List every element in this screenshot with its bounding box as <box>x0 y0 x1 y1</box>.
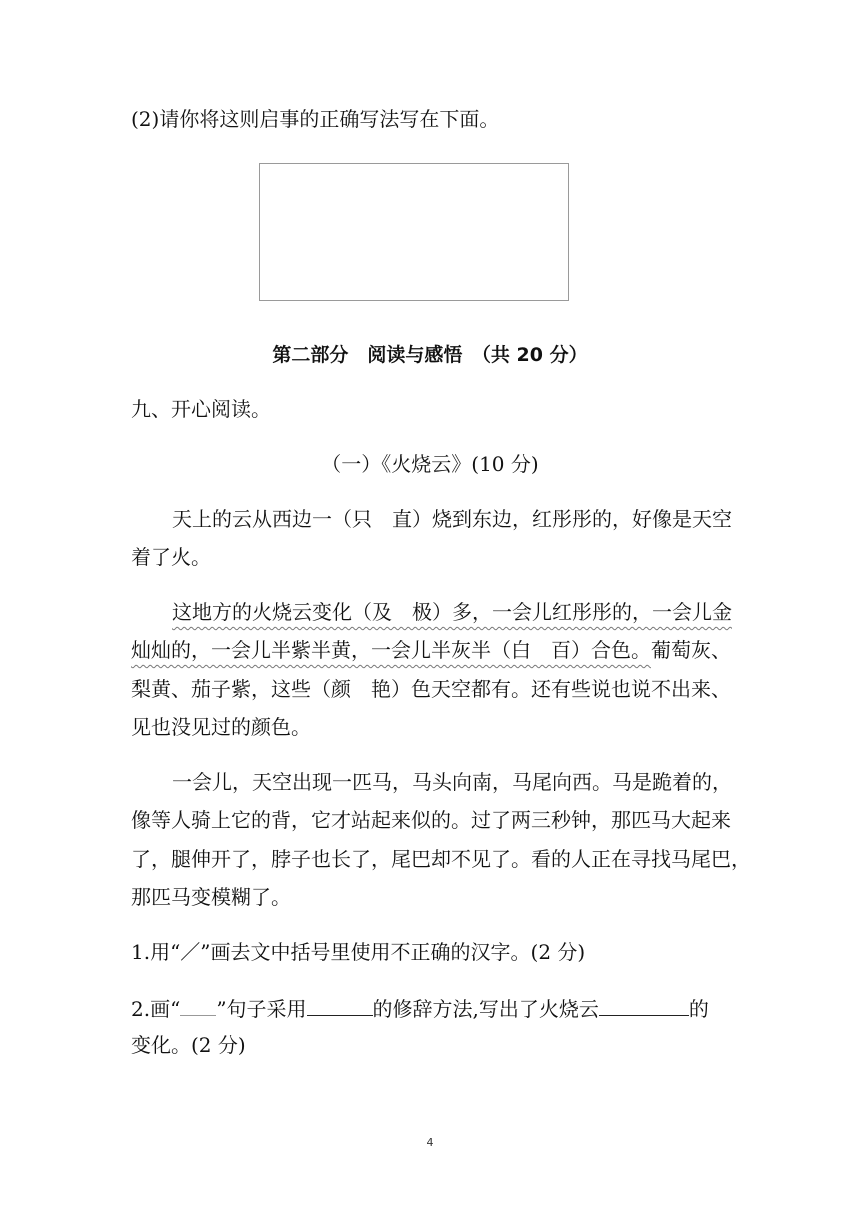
paragraph-1-line-1: 天上的云从西边一（只 直）烧到东边，红彤彤的，好像是天空 <box>172 507 732 531</box>
paragraph-3-line-3: 了，腿伸开了，脖子也长了，尾巴却不见了。看的人正在寻找马尾巴， <box>131 847 751 871</box>
page-number: 4 <box>426 1136 434 1149</box>
wavy-underlined-text: 这地方的火烧云变化（及 极）多，一会儿红彤彤的，一会儿金 <box>172 600 732 624</box>
plain-text: 葡萄灰、 <box>651 638 731 662</box>
q2-text-part3: 的修辞方法,写出了火烧云 <box>372 997 599 1021</box>
section-title: 第二部分 阅读与感悟 （共 20 分） <box>272 344 588 366</box>
answer-box[interactable] <box>259 163 569 301</box>
paragraph-2-line-3: 梨黄、茄子紫，这些（颜 艳）色天空都有。还有些说也说不出来、 <box>131 677 731 701</box>
answer-blank-rhetoric[interactable] <box>307 995 373 1016</box>
paragraph-2-line-2 <box>131 638 731 662</box>
passage-title: （一）《火烧云》(10 分) <box>321 452 539 476</box>
quote-blank <box>180 995 216 1016</box>
paragraph-3-line-2: 像等人骑上它的背，它才站起来似的。过了两三秒钟，那匹马大起来 <box>131 808 731 832</box>
question-2-line-2: 变化。(2 分) <box>131 1033 246 1057</box>
question-9-title: 九、开心阅读。 <box>131 397 271 421</box>
question-2-line-1 <box>131 995 709 1021</box>
q2-text-part1: 2.画“ <box>131 997 181 1021</box>
q2-text-part2: ”句子采用 <box>216 997 307 1021</box>
question-8-sub-2: (2)请你将这则启事的正确写法写在下面。 <box>131 107 500 131</box>
paragraph-3-line-1: 一会儿，天空出现一匹马，马头向南，马尾向西。马是跪着的， <box>172 770 732 794</box>
wavy-underlined-text: 灿灿的，一会儿半紫半黄，一会儿半灰半（白 百）合色。 <box>131 638 651 662</box>
paragraph-2-line-1 <box>172 600 732 624</box>
paragraph-3-line-4: 那匹马变模糊了。 <box>131 885 291 909</box>
q2-text-part4: 的 <box>688 997 709 1021</box>
question-1: 1.用“／”画去文中括号里使用不正确的汉字。(2 分) <box>131 940 586 964</box>
paragraph-1-line-2: 着了火。 <box>131 545 211 569</box>
answer-blank-change[interactable] <box>599 995 689 1016</box>
paragraph-2-line-4: 见也没见过的颜色。 <box>131 715 311 739</box>
